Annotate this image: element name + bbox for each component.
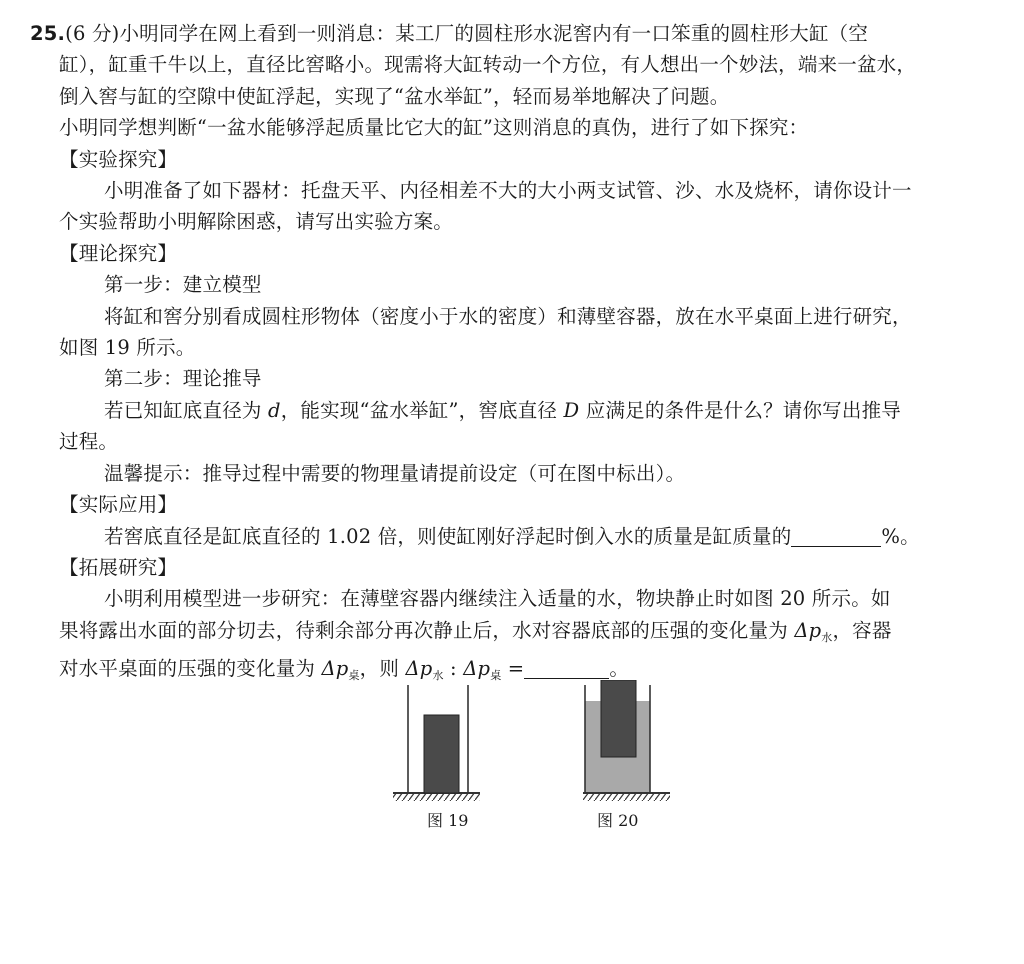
fig20-caption: 图 20 xyxy=(597,811,639,830)
extension-text-2: 果将露出水面的部分切去，待剩余部分再次静止后，水对容器底部的压强的变化量为 xyxy=(59,618,795,642)
figure-19 xyxy=(393,685,480,801)
step1-line-1: 将缸和窖分别看成圆柱形物体（密度小于水的密度）和薄壁容器，放在水平桌面上进行研究， xyxy=(104,304,912,328)
extension-text-3a: 对水平桌面的压强的变化量为 xyxy=(59,657,322,681)
step2-line-2: 过程。 xyxy=(59,430,119,454)
step2-text-c: 应满足的条件是什么？请你写出推导 xyxy=(579,398,901,422)
fig19-caption: 图 19 xyxy=(427,811,469,830)
extension-line-3: 对水平桌面的压强的变化量为 $\Delta p_桌$，则 $\Delta p_水$ : $\Delta p_桌$ = 。 xyxy=(59,657,630,683)
figures-svg xyxy=(385,680,685,810)
fig19-ground-hatch xyxy=(393,793,480,801)
hint-line: 温馨提示：推导过程中需要的物理量请提前设定（可在图中标出）。 xyxy=(104,461,686,485)
experiment-line-2: 个实验帮助小明解除困惑，请写出实验方案。 xyxy=(59,210,454,234)
answer-blank-percent[interactable] xyxy=(791,524,881,547)
intro-text-1: 小明同学在网上看到一则消息：某工厂的圆柱形水泥窖内有一口笨重的圆柱形大缸（空 xyxy=(119,22,869,45)
theory-header: 【理论探究】 xyxy=(59,241,178,265)
delta-p-water: Δp xyxy=(794,618,822,642)
step2-line-1 xyxy=(30,395,1010,426)
var-D: D xyxy=(563,398,580,422)
question-intro-line-4: 小明同学想判断“一盆水能够浮起质量比它大的缸”这则消息的真伪，进行了如下探究： xyxy=(59,116,809,140)
question-intro-line-2: 缸），缸重千牛以上，直径比窖略小。现需将大缸转动一个方位，有人想出一个妙法，端来一盆水， xyxy=(59,53,917,77)
figure-20 xyxy=(583,680,670,801)
ratio-subscript-table: 桌 xyxy=(490,669,502,683)
extension-line-2 xyxy=(30,615,1010,653)
ratio-colon: : xyxy=(443,657,464,681)
figures-area xyxy=(385,680,685,840)
step1-line-2: 如图 19 所示。 xyxy=(59,336,196,360)
delta-p-table: Δp xyxy=(321,657,349,681)
step2-title: 第二步：理论推导 xyxy=(104,367,262,391)
fig20-floating-object xyxy=(601,680,636,757)
experiment-header: 【实验探究】 xyxy=(59,147,178,171)
ratio-subscript-water: 水 xyxy=(432,669,444,683)
application-line xyxy=(30,521,1010,552)
step2-text-a: 若已知缸底直径为 xyxy=(104,398,268,422)
question-intro-line-1 xyxy=(30,18,1010,49)
ratio-equals: = xyxy=(501,657,525,681)
extension-text-2-end: ，容器 xyxy=(832,618,892,642)
subscript-water: 水 xyxy=(821,630,833,644)
application-text: 若窖底直径是缸底直径的 1.02 倍，则使缸刚好浮起时倒入水的质量是缸质量的 xyxy=(104,524,792,548)
ratio-delta-p-table: Δp xyxy=(463,657,491,681)
subscript-table: 桌 xyxy=(348,669,360,683)
step1-title: 第一步：建立模型 xyxy=(104,273,262,297)
var-d: d xyxy=(268,398,281,422)
extension-line-1: 小明利用模型进一步研究：在薄壁容器内继续注入适量的水，物块静止时如图 20 所示。如 xyxy=(104,587,891,611)
question-25 xyxy=(30,18,1010,692)
experiment-line-1: 小明准备了如下器材：托盘天平、内径相差不大的大小两支试管、沙、水及烧杯，请你设计一 xyxy=(104,179,912,203)
fig19-cylinder-object xyxy=(424,715,459,793)
extension-header: 【拓展研究】 xyxy=(59,555,178,579)
application-unit: %。 xyxy=(881,524,920,548)
answer-blank-ratio[interactable] xyxy=(524,656,609,679)
question-points: (6 分) xyxy=(65,22,120,45)
extension-text-3b: ，则 xyxy=(359,657,406,681)
application-header: 【实际应用】 xyxy=(59,493,178,517)
question-intro-line-3: 倒入窖与缸的空隙中使缸浮起，实现了“盆水举缸”，轻而易举地解决了问题。 xyxy=(59,84,730,108)
question-number: 25. xyxy=(30,22,66,45)
ratio-delta-p-water: Δp xyxy=(405,657,433,681)
fig20-ground-hatch xyxy=(583,793,670,801)
step2-text-b: ，能实现“盆水举缸”，窖底直径 xyxy=(280,398,564,422)
